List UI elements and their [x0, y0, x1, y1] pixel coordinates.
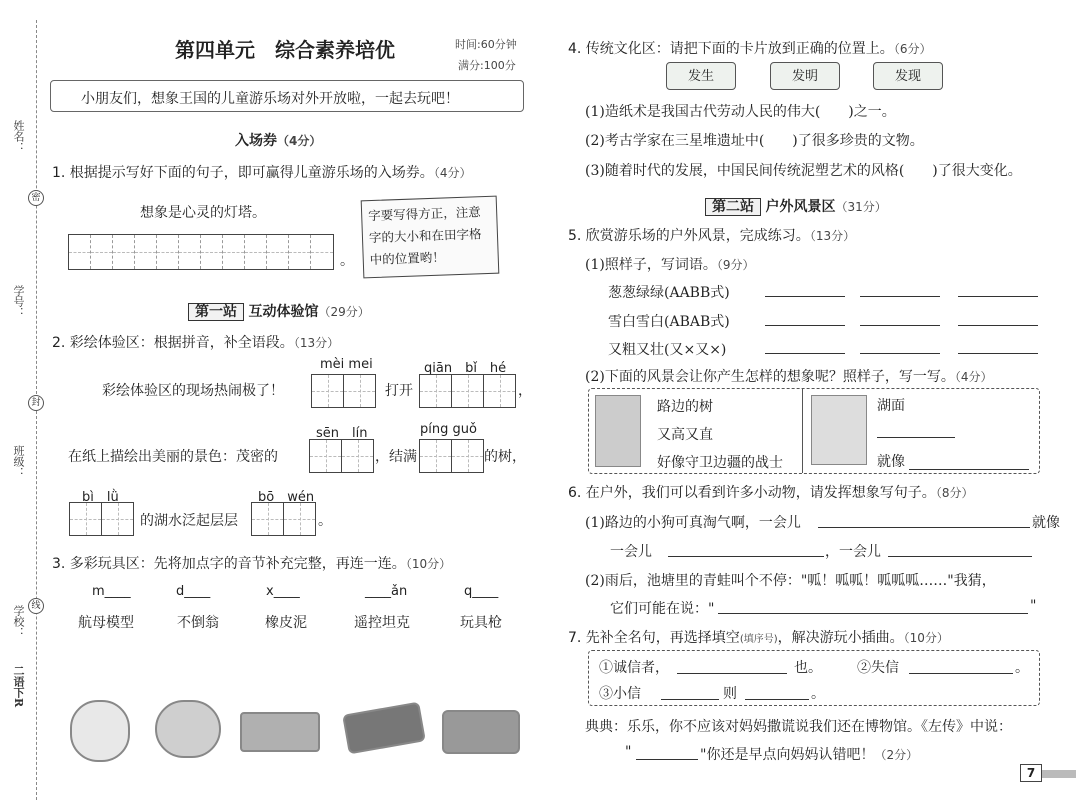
quote-a-end: 也。	[794, 660, 822, 676]
q3-points: （10分）	[405, 557, 452, 571]
quotes-box	[588, 650, 1040, 706]
story-line2-text: "你还是早点向妈妈认错吧！	[700, 747, 875, 763]
answer-boxes-bilv[interactable]	[70, 502, 134, 536]
card-faxian[interactable]: 发现	[873, 62, 943, 90]
tip-text: 字要写得方正，注意字的大小和在田字格中的位置哟！	[367, 204, 482, 268]
ticket-points: （4分）	[277, 134, 322, 148]
blank-aabb-2[interactable]	[860, 296, 940, 297]
q6-title-text: 6. 在户外，我们可以看到许多小动物，请发挥想象写句子。	[568, 485, 936, 501]
card-fasheng[interactable]: 发生	[666, 62, 736, 90]
q2-period: 。	[318, 513, 332, 529]
blank-abab-1[interactable]	[765, 325, 845, 326]
blank-story[interactable]	[636, 759, 698, 760]
q7-title2: ，解决游玩小插曲。	[777, 630, 904, 646]
blank-quote-a[interactable]	[677, 673, 787, 674]
q5-sub1-text: (1)照样子，写词语。	[585, 257, 717, 273]
blank-q6-4[interactable]	[718, 613, 1028, 614]
q2-title-text: 2. 彩绘体验区：根据拼音，补全语段。	[52, 335, 294, 351]
ticket-title-text: 入场券	[235, 133, 277, 149]
q6-line1-text: (1)路边的小狗可真淘气啊，一会儿	[585, 515, 801, 531]
blank-abab-2[interactable]	[860, 325, 940, 326]
pinyin-qianbihe: qiān bǐ hé	[424, 361, 507, 376]
blank-quote-c1[interactable]	[661, 699, 719, 700]
seal-char-feng: 封	[28, 395, 44, 411]
q7-title-text: 7. 先补全名句，再选择填空	[568, 630, 740, 646]
q5-title	[568, 225, 855, 245]
q6-line2b: ，一会儿	[825, 544, 881, 560]
tip-note	[361, 196, 500, 279]
blank-youyou-2[interactable]	[860, 353, 940, 354]
q4-item-3: (3)随着时代的发展，中国民间传统泥塑艺术的风格( )了很大变化。	[585, 163, 1022, 179]
syllable-5[interactable]: q____	[464, 584, 499, 599]
word-2: 不倒翁	[177, 615, 219, 631]
quote-b-end: 。	[1015, 660, 1029, 676]
q6-line3: (2)雨后，池塘里的青蛙叫个不停："呱！呱呱！呱呱呱……"我猜，	[585, 573, 996, 589]
q5-example-2: 雪白雪白(ABAB式)	[608, 314, 730, 330]
q2-line1a: 彩绘体验区的现场热闹极了！	[102, 383, 284, 399]
pinyin-bowen: bō wén	[258, 490, 315, 505]
q2-title	[52, 332, 339, 352]
word-5: 玩具枪	[460, 615, 502, 631]
left-line-1: 路边的树	[657, 399, 713, 415]
pinyin-senlin: sēn lín	[316, 426, 368, 441]
q1-title	[52, 162, 471, 182]
station2-box: 第二站	[705, 198, 761, 216]
answer-boxes-qianbihe[interactable]	[420, 374, 516, 408]
q6-line1	[585, 512, 801, 532]
quote-c-mid: 则	[723, 686, 737, 702]
answer-boxes-meimei[interactable]	[312, 374, 376, 408]
blank-aabb-1[interactable]	[765, 296, 845, 297]
blank-abab-3[interactable]	[958, 325, 1038, 326]
q3-title-text: 3. 多彩玩具区：先将加点字的音节补充完整，再连一连。	[52, 556, 406, 572]
blank-q6-2[interactable]	[668, 556, 824, 557]
syllable-2[interactable]: d____	[176, 584, 211, 599]
toy-gun-image[interactable]	[342, 702, 426, 755]
quote-a: ①诚信者，	[599, 660, 669, 676]
word-4: 遥控坦克	[354, 615, 410, 631]
blank-quote-c2[interactable]	[745, 699, 809, 700]
trees-image	[595, 395, 641, 467]
q5-sub2-points: （4分）	[954, 370, 993, 384]
station2-title: 户外风景区	[765, 199, 836, 215]
q1-sentence: 想象是心灵的灯塔。	[140, 205, 266, 221]
q4-item-1: (1)造纸术是我国古代劳动人民的伟大( )之一。	[585, 104, 896, 120]
quote-b: ②失信	[857, 660, 899, 676]
intro-box	[50, 80, 524, 112]
q6-title	[568, 482, 973, 502]
name-label: 姓名：	[12, 120, 25, 153]
q2-line1b: 打开	[385, 383, 413, 399]
left-line-3: 好像守卫边疆的战士	[657, 455, 783, 471]
syllable-1[interactable]: m____	[92, 584, 131, 599]
pinyin-meimei: mèi mei	[320, 357, 373, 372]
q3-title	[52, 553, 451, 573]
q2-line2c: 的树，	[484, 449, 526, 465]
q7-title	[568, 627, 949, 647]
q2-line2a: 在纸上描绘出美丽的景色：茂密的	[68, 449, 278, 465]
q6-line4-end: "	[1030, 598, 1037, 614]
answer-boxes-bowen[interactable]	[252, 502, 316, 536]
q1-period: 。	[340, 253, 354, 269]
toy-tank-image[interactable]	[442, 710, 520, 754]
blank-lake-1[interactable]	[877, 437, 955, 438]
syllable-4[interactable]: ____ǎn	[365, 584, 408, 599]
q5-example-1: 葱葱绿绿(AABB式)	[608, 285, 730, 301]
q5-sub2-text: (2)下面的风景会让你产生怎样的想象呢？照样子，写一写。	[585, 369, 955, 385]
book-label: 二语下R	[12, 665, 25, 708]
story-open-quote: "	[625, 744, 632, 760]
plasticine-bear-image[interactable]	[155, 700, 221, 758]
q5-sub1	[585, 254, 754, 274]
q2-line2b: ，结满	[375, 449, 417, 465]
quote-c: ③小信	[599, 686, 641, 702]
scenery-divider	[802, 389, 803, 473]
q4-title	[568, 38, 931, 58]
answer-boxes-pingguo[interactable]	[420, 439, 484, 473]
blank-youyou-3[interactable]	[958, 353, 1038, 354]
q1-points: （4分）	[433, 166, 472, 180]
q1-writing-grid[interactable]	[68, 234, 334, 270]
q5-sub2	[585, 366, 992, 386]
pinyin-pingguo: píng guǒ	[420, 422, 477, 437]
student-id-label: 学号：	[12, 285, 25, 318]
time-limit: 时间:60分钟	[455, 38, 517, 51]
q6-points: （8分）	[935, 486, 974, 500]
answer-boxes-senlin[interactable]	[310, 439, 374, 473]
seal-char-mi: 密	[28, 190, 44, 206]
syllable-3[interactable]: x____	[266, 584, 300, 599]
full-score: 满分:100分	[458, 59, 516, 72]
station1-box: 第一站	[188, 303, 244, 321]
q5-points: （13分）	[809, 229, 856, 243]
seal-char-xian: 线	[28, 598, 44, 614]
class-label: 班级：	[12, 445, 25, 478]
page-title: 第四单元 综合素养培优	[175, 38, 395, 62]
station1-header	[188, 301, 370, 321]
q2-comma: ，	[518, 383, 532, 399]
q7-small: (填序号)	[739, 634, 778, 645]
story-line2	[700, 744, 918, 764]
q6-comma: 就像	[1032, 515, 1060, 531]
ticket-title	[235, 130, 321, 150]
pinyin-bilv: bì lǜ	[82, 490, 119, 505]
page-number-bar	[1042, 770, 1076, 778]
page-number: 7	[1020, 764, 1042, 782]
q5-sub1-points: （9分）	[716, 258, 755, 272]
word-3: 橡皮泥	[265, 615, 307, 631]
q4-title-text: 4. 传统文化区：请把下面的卡片放到正确的位置上。	[568, 41, 894, 57]
blank-youyou-1[interactable]	[765, 353, 845, 354]
station1-title: 互动体验馆	[248, 304, 319, 320]
left-scenery-text	[657, 393, 783, 477]
blank-lake-2[interactable]	[909, 469, 1029, 470]
q7-points: （10分）	[903, 631, 949, 645]
q2-line3a: 的湖水泛起层层	[140, 513, 238, 529]
card-faming[interactable]: 发明	[770, 62, 840, 90]
q1-title-text: 1. 根据提示写好下面的句子，即可赢得儿童游乐场的入场券。	[52, 165, 434, 181]
right-line-2: 就像	[877, 454, 905, 470]
intro-text: 小朋友们，想象王国的儿童游乐场对外开放啦，一起去玩吧！	[81, 91, 459, 107]
q6-line4: 它们可能在说："	[610, 601, 715, 617]
school-label: 学校：	[12, 605, 25, 638]
left-line-2: 又高又直	[657, 427, 713, 443]
quote-c-end: 。	[811, 686, 825, 702]
scenery-box	[588, 388, 1040, 474]
station2-points: （31分）	[835, 200, 887, 214]
blank-aabb-3[interactable]	[958, 296, 1038, 297]
right-line-1: 湖面	[877, 398, 905, 414]
story-line: 典典：乐乐，你不应该对妈妈撒谎说我们还在博物馆。《左传》中说：	[585, 719, 1012, 735]
blank-q6-3[interactable]	[888, 556, 1032, 557]
aircraft-carrier-image[interactable]	[240, 712, 320, 752]
tumbler-toy-image[interactable]	[70, 700, 130, 762]
q4-item-2: (2)考古学家在三星堆遗址中( )了很多珍贵的文物。	[585, 133, 924, 149]
blank-quote-b[interactable]	[909, 673, 1013, 674]
story-points: （2分）	[874, 748, 919, 762]
q4-points: （6分）	[893, 42, 932, 56]
station2-header	[705, 196, 887, 216]
station1-points: （29分）	[318, 305, 370, 319]
lake-image	[811, 395, 867, 465]
q5-example-3: 又粗又壮(又×又×)	[608, 342, 727, 358]
blank-q6-1[interactable]	[818, 527, 1030, 528]
q5-title-text: 5. 欣赏游乐场的户外风景，完成练习。	[568, 228, 810, 244]
q6-line2a: 一会儿	[610, 544, 652, 560]
word-1: 航母模型	[78, 615, 134, 631]
q2-points: （13分）	[293, 336, 340, 350]
